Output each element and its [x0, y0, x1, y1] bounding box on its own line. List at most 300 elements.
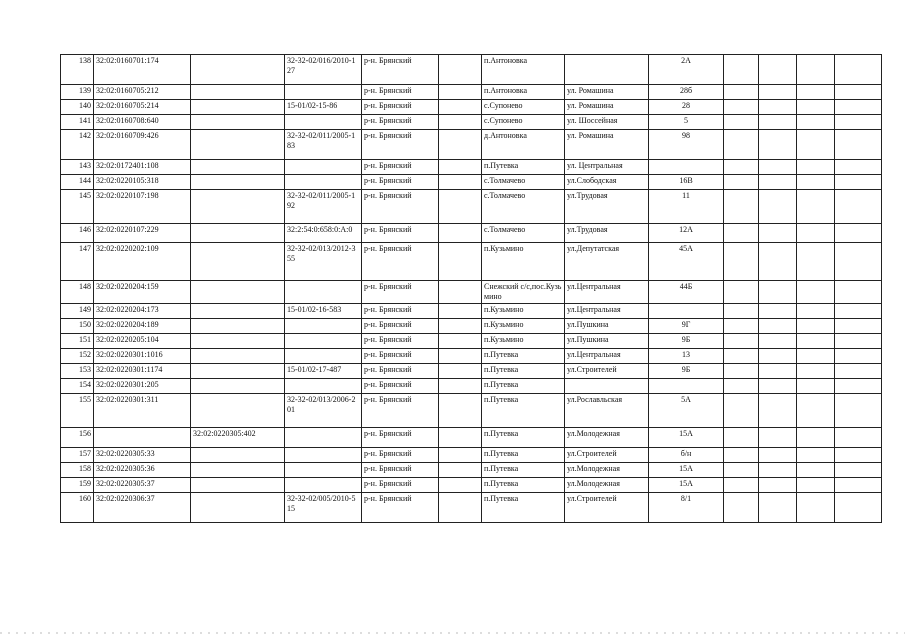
empty-cell [835, 319, 882, 334]
table-row [61, 428, 882, 448]
empty-cell [797, 130, 835, 160]
cadastral-number-cell: 32:02:0220204:189 [94, 319, 191, 334]
table-row [61, 379, 882, 394]
table-row [61, 175, 882, 190]
table-row [61, 493, 882, 523]
registration-number-cell [285, 379, 362, 394]
empty-cell [797, 175, 835, 190]
house-number-cell: 12А [649, 224, 724, 243]
cadastral-number-cell: 32:02:0220205:104 [94, 334, 191, 349]
empty-cell [724, 463, 759, 478]
table-row [61, 115, 882, 130]
house-number-cell: 98 [649, 130, 724, 160]
settlement-cell: п.Кузьмино [482, 243, 565, 281]
registration-number-cell [285, 115, 362, 130]
empty-cell [439, 55, 482, 85]
empty-cell [797, 334, 835, 349]
house-number-cell: 45А [649, 243, 724, 281]
house-number-cell [649, 160, 724, 175]
empty-cell [759, 160, 797, 175]
empty-cell [835, 281, 882, 304]
empty-cell [724, 160, 759, 175]
extra-cadastral-number-cell [191, 304, 285, 319]
empty-cell [835, 478, 882, 493]
table-row [61, 281, 882, 304]
district-cell: р-н. Брянский [362, 364, 439, 379]
district-cell: р-н. Брянский [362, 448, 439, 463]
empty-cell [439, 190, 482, 224]
registration-number-cell [285, 448, 362, 463]
empty-cell [439, 319, 482, 334]
cadastral-number-cell: 32:02:0160708:640 [94, 115, 191, 130]
empty-cell [439, 160, 482, 175]
cadastral-number-cell: 32:02:0160705:214 [94, 100, 191, 115]
empty-cell [439, 130, 482, 160]
registration-number-cell: 32-32-02/013/2012-355 [285, 243, 362, 281]
empty-cell [724, 55, 759, 85]
empty-cell [797, 319, 835, 334]
empty-cell [797, 493, 835, 523]
empty-cell [759, 334, 797, 349]
empty-cell [724, 334, 759, 349]
empty-cell [797, 115, 835, 130]
empty-cell [439, 115, 482, 130]
settlement-cell: п.Антоновка [482, 55, 565, 85]
registration-number-cell [285, 319, 362, 334]
registration-number-cell [285, 334, 362, 349]
empty-cell [759, 463, 797, 478]
table-row [61, 190, 882, 224]
table-row [61, 463, 882, 478]
settlement-cell: п.Кузьмино [482, 319, 565, 334]
empty-cell [439, 448, 482, 463]
empty-cell [835, 428, 882, 448]
empty-cell [724, 100, 759, 115]
street-cell: ул.Депутатская [565, 243, 649, 281]
row-number-cell: 140 [61, 100, 94, 115]
street-cell: ул.Трудовая [565, 224, 649, 243]
house-number-cell: 9Б [649, 334, 724, 349]
empty-cell [797, 379, 835, 394]
row-number-cell: 146 [61, 224, 94, 243]
extra-cadastral-number-cell [191, 85, 285, 100]
empty-cell [759, 115, 797, 130]
district-cell: р-н. Брянский [362, 190, 439, 224]
district-cell: р-н. Брянский [362, 130, 439, 160]
settlement-cell: п.Путевка [482, 493, 565, 523]
table-row [61, 243, 882, 281]
extra-cadastral-number-cell [191, 224, 285, 243]
street-cell: ул.Строителей [565, 364, 649, 379]
street-cell: ул. Шоссейная [565, 115, 649, 130]
empty-cell [835, 130, 882, 160]
empty-cell [797, 190, 835, 224]
row-number-cell: 142 [61, 130, 94, 160]
empty-cell [439, 493, 482, 523]
settlement-cell: с.Толмачево [482, 190, 565, 224]
registration-number-cell [285, 281, 362, 304]
empty-cell [797, 160, 835, 175]
registration-number-cell: 32-32-02/013/2006-201 [285, 394, 362, 428]
table-row [61, 394, 882, 428]
row-number-cell: 152 [61, 349, 94, 364]
house-number-cell: 11 [649, 190, 724, 224]
empty-cell [439, 281, 482, 304]
row-number-cell: 138 [61, 55, 94, 85]
empty-cell [724, 364, 759, 379]
empty-cell [797, 349, 835, 364]
settlement-cell: Снежский с/с,пос.Кузьмино [482, 281, 565, 304]
extra-cadastral-number-cell [191, 448, 285, 463]
house-number-cell: 28 [649, 100, 724, 115]
table-row [61, 160, 882, 175]
settlement-cell: с.Супонево [482, 100, 565, 115]
cadastral-number-cell: 32:02:0220301:1016 [94, 349, 191, 364]
registration-number-cell: 15-01/02-17-487 [285, 364, 362, 379]
empty-cell [835, 334, 882, 349]
street-cell: ул.Пушкина [565, 334, 649, 349]
empty-cell [439, 304, 482, 319]
empty-cell [724, 175, 759, 190]
empty-cell [797, 85, 835, 100]
empty-cell [439, 394, 482, 428]
empty-cell [759, 428, 797, 448]
empty-cell [835, 55, 882, 85]
empty-cell [724, 448, 759, 463]
empty-cell [439, 224, 482, 243]
row-number-cell: 148 [61, 281, 94, 304]
district-cell: р-н. Брянский [362, 55, 439, 85]
empty-cell [797, 478, 835, 493]
empty-cell [724, 379, 759, 394]
district-cell: р-н. Брянский [362, 319, 439, 334]
table-row [61, 334, 882, 349]
empty-cell [759, 224, 797, 243]
settlement-cell: п.Путевка [482, 448, 565, 463]
district-cell: р-н. Брянский [362, 175, 439, 190]
street-cell: ул.Строителей [565, 448, 649, 463]
row-number-cell: 151 [61, 334, 94, 349]
registration-number-cell [285, 428, 362, 448]
row-number-cell: 149 [61, 304, 94, 319]
empty-cell [797, 243, 835, 281]
cadastral-number-cell: 32:02:0220305:37 [94, 478, 191, 493]
cadastral-number-cell: 32:02:0160701:174 [94, 55, 191, 85]
cadastral-number-cell: 32:02:0220202:109 [94, 243, 191, 281]
district-cell: р-н. Брянский [362, 281, 439, 304]
table-row [61, 130, 882, 160]
empty-cell [835, 190, 882, 224]
table-row [61, 319, 882, 334]
empty-cell [724, 394, 759, 428]
settlement-cell: п.Антоновка [482, 85, 565, 100]
district-cell: р-н. Брянский [362, 463, 439, 478]
cadastral-number-cell: 32:02:0220204:173 [94, 304, 191, 319]
settlement-cell: п.Путевка [482, 379, 565, 394]
empty-cell [439, 463, 482, 478]
empty-cell [759, 364, 797, 379]
row-number-cell: 147 [61, 243, 94, 281]
empty-cell [759, 281, 797, 304]
settlement-cell: п.Путевка [482, 160, 565, 175]
row-number-cell: 158 [61, 463, 94, 478]
cadastral-number-cell: 32:02:0220107:198 [94, 190, 191, 224]
empty-cell [724, 304, 759, 319]
table-row [61, 448, 882, 463]
extra-cadastral-number-cell [191, 349, 285, 364]
cadastral-number-cell: 32:02:0220305:36 [94, 463, 191, 478]
cadastral-number-cell: 32:02:0220305:33 [94, 448, 191, 463]
extra-cadastral-number-cell [191, 55, 285, 85]
empty-cell [439, 379, 482, 394]
district-cell: р-н. Брянский [362, 243, 439, 281]
row-number-cell: 145 [61, 190, 94, 224]
cadastral-number-cell: 32:02:0160705:212 [94, 85, 191, 100]
street-cell [565, 55, 649, 85]
row-number-cell: 153 [61, 364, 94, 379]
table-row [61, 364, 882, 379]
house-number-cell [649, 379, 724, 394]
empty-cell [835, 379, 882, 394]
empty-cell [759, 478, 797, 493]
empty-cell [439, 175, 482, 190]
row-number-cell: 155 [61, 394, 94, 428]
empty-cell [759, 493, 797, 523]
registration-number-cell [285, 85, 362, 100]
house-number-cell [649, 304, 724, 319]
registration-number-cell: 15-01/02-16-583 [285, 304, 362, 319]
row-number-cell: 139 [61, 85, 94, 100]
empty-cell [835, 304, 882, 319]
settlement-cell: п.Кузьмино [482, 334, 565, 349]
street-cell: ул. Ромашина [565, 130, 649, 160]
house-number-cell: б/н [649, 448, 724, 463]
empty-cell [835, 100, 882, 115]
empty-cell [759, 349, 797, 364]
empty-cell [724, 349, 759, 364]
cadastral-number-cell: 32:02:0220301:1174 [94, 364, 191, 379]
street-cell: ул.Слободская [565, 175, 649, 190]
registration-number-cell [285, 160, 362, 175]
empty-cell [724, 115, 759, 130]
cadastral-number-cell: 32:02:0220306:37 [94, 493, 191, 523]
district-cell: р-н. Брянский [362, 493, 439, 523]
district-cell: р-н. Брянский [362, 160, 439, 175]
registration-number-cell: 32:2:54:0:658:0:А:0 [285, 224, 362, 243]
extra-cadastral-number-cell [191, 379, 285, 394]
table-row [61, 478, 882, 493]
empty-cell [797, 281, 835, 304]
empty-cell [759, 85, 797, 100]
empty-cell [439, 85, 482, 100]
settlement-cell: с.Толмачево [482, 224, 565, 243]
extra-cadastral-number-cell [191, 115, 285, 130]
empty-cell [835, 224, 882, 243]
district-cell: р-н. Брянский [362, 428, 439, 448]
registration-number-cell: 32-32-02/005/2010-515 [285, 493, 362, 523]
house-number-cell: 9Б [649, 364, 724, 379]
settlement-cell: п.Путевка [482, 463, 565, 478]
empty-cell [439, 349, 482, 364]
row-number-cell: 150 [61, 319, 94, 334]
empty-cell [835, 463, 882, 478]
empty-cell [724, 224, 759, 243]
row-number-cell: 159 [61, 478, 94, 493]
register-table-body [61, 55, 882, 523]
street-cell: ул. Центральная [565, 160, 649, 175]
empty-cell [759, 55, 797, 85]
empty-cell [835, 349, 882, 364]
empty-cell [835, 364, 882, 379]
table-row [61, 100, 882, 115]
settlement-cell: п.Путевка [482, 478, 565, 493]
extra-cadastral-number-cell [191, 319, 285, 334]
row-number-cell: 157 [61, 448, 94, 463]
district-cell: р-н. Брянский [362, 100, 439, 115]
settlement-cell: с.Толмачево [482, 175, 565, 190]
empty-cell [724, 85, 759, 100]
street-cell: ул.Пушкина [565, 319, 649, 334]
street-cell: ул.Строителей [565, 493, 649, 523]
empty-cell [724, 493, 759, 523]
cadastral-number-cell: 32:02:0172401:108 [94, 160, 191, 175]
street-cell: ул.Центральная [565, 281, 649, 304]
row-number-cell: 141 [61, 115, 94, 130]
row-number-cell: 160 [61, 493, 94, 523]
empty-cell [797, 364, 835, 379]
district-cell: р-н. Брянский [362, 379, 439, 394]
empty-cell [759, 319, 797, 334]
empty-cell [759, 379, 797, 394]
empty-cell [797, 428, 835, 448]
registration-number-cell [285, 175, 362, 190]
street-cell: ул.Молодежная [565, 428, 649, 448]
registration-number-cell: 15-01/02-15-86 [285, 100, 362, 115]
empty-cell [724, 319, 759, 334]
house-number-cell: 28б [649, 85, 724, 100]
table-row [61, 85, 882, 100]
house-number-cell: 16В [649, 175, 724, 190]
settlement-cell: с.Супонево [482, 115, 565, 130]
registration-number-cell: 32-32-02/016/2010-127 [285, 55, 362, 85]
registration-number-cell [285, 463, 362, 478]
street-cell [565, 379, 649, 394]
empty-cell [835, 160, 882, 175]
empty-cell [835, 115, 882, 130]
empty-cell [797, 304, 835, 319]
street-cell: ул.Трудовая [565, 190, 649, 224]
street-cell: ул. Ромашина [565, 100, 649, 115]
settlement-cell: д.Антоновка [482, 130, 565, 160]
cadastral-number-cell: 32:02:0220204:159 [94, 281, 191, 304]
street-cell: ул.Молодежная [565, 463, 649, 478]
empty-cell [797, 100, 835, 115]
extra-cadastral-number-cell [191, 394, 285, 428]
empty-cell [439, 334, 482, 349]
registration-number-cell: 32-32-02/011/2005-192 [285, 190, 362, 224]
empty-cell [797, 394, 835, 428]
row-number-cell: 156 [61, 428, 94, 448]
empty-cell [724, 243, 759, 281]
district-cell: р-н. Брянский [362, 304, 439, 319]
settlement-cell: п.Путевка [482, 364, 565, 379]
district-cell: р-н. Брянский [362, 85, 439, 100]
cadastral-number-cell: 32:02:0220301:311 [94, 394, 191, 428]
empty-cell [797, 448, 835, 463]
extra-cadastral-number-cell [191, 130, 285, 160]
table-row [61, 55, 882, 85]
settlement-cell: п.Путевка [482, 428, 565, 448]
cadastral-number-cell: 32:02:0220107:229 [94, 224, 191, 243]
registration-number-cell [285, 349, 362, 364]
empty-cell [835, 175, 882, 190]
settlement-cell: п.Путевка [482, 394, 565, 428]
empty-cell [759, 130, 797, 160]
empty-cell [724, 428, 759, 448]
extra-cadastral-number-cell [191, 334, 285, 349]
street-cell: ул.Центральная [565, 349, 649, 364]
extra-cadastral-number-cell [191, 463, 285, 478]
cadastral-number-cell: 32:02:0220105:318 [94, 175, 191, 190]
extra-cadastral-number-cell: 32:02:0220305:402 [191, 428, 285, 448]
house-number-cell: 9Г [649, 319, 724, 334]
house-number-cell: 15А [649, 428, 724, 448]
extra-cadastral-number-cell [191, 478, 285, 493]
house-number-cell: 15А [649, 463, 724, 478]
empty-cell [439, 243, 482, 281]
row-number-cell: 154 [61, 379, 94, 394]
registration-number-cell [285, 478, 362, 493]
row-number-cell: 143 [61, 160, 94, 175]
district-cell: р-н. Брянский [362, 224, 439, 243]
extra-cadastral-number-cell [191, 493, 285, 523]
empty-cell [759, 190, 797, 224]
extra-cadastral-number-cell [191, 160, 285, 175]
street-cell: ул. Ромашина [565, 85, 649, 100]
empty-cell [724, 130, 759, 160]
empty-cell [439, 364, 482, 379]
empty-cell [439, 100, 482, 115]
empty-cell [759, 243, 797, 281]
cadastral-number-cell [94, 428, 191, 448]
empty-cell [439, 478, 482, 493]
table-row [61, 349, 882, 364]
empty-cell [759, 100, 797, 115]
settlement-cell: п.Кузьмино [482, 304, 565, 319]
district-cell: р-н. Брянский [362, 394, 439, 428]
settlement-cell: п.Путевка [482, 349, 565, 364]
house-number-cell: 2А [649, 55, 724, 85]
district-cell: р-н. Брянский [362, 115, 439, 130]
empty-cell [724, 478, 759, 493]
empty-cell [835, 243, 882, 281]
empty-cell [759, 304, 797, 319]
extra-cadastral-number-cell [191, 175, 285, 190]
empty-cell [759, 175, 797, 190]
extra-cadastral-number-cell [191, 281, 285, 304]
empty-cell [835, 493, 882, 523]
street-cell: ул.Рославльская [565, 394, 649, 428]
district-cell: р-н. Брянский [362, 478, 439, 493]
extra-cadastral-number-cell [191, 243, 285, 281]
table-row [61, 304, 882, 319]
extra-cadastral-number-cell [191, 190, 285, 224]
row-number-cell: 144 [61, 175, 94, 190]
empty-cell [724, 281, 759, 304]
district-cell: р-н. Брянский [362, 334, 439, 349]
cadastral-number-cell: 32:02:0220301:205 [94, 379, 191, 394]
empty-cell [835, 85, 882, 100]
